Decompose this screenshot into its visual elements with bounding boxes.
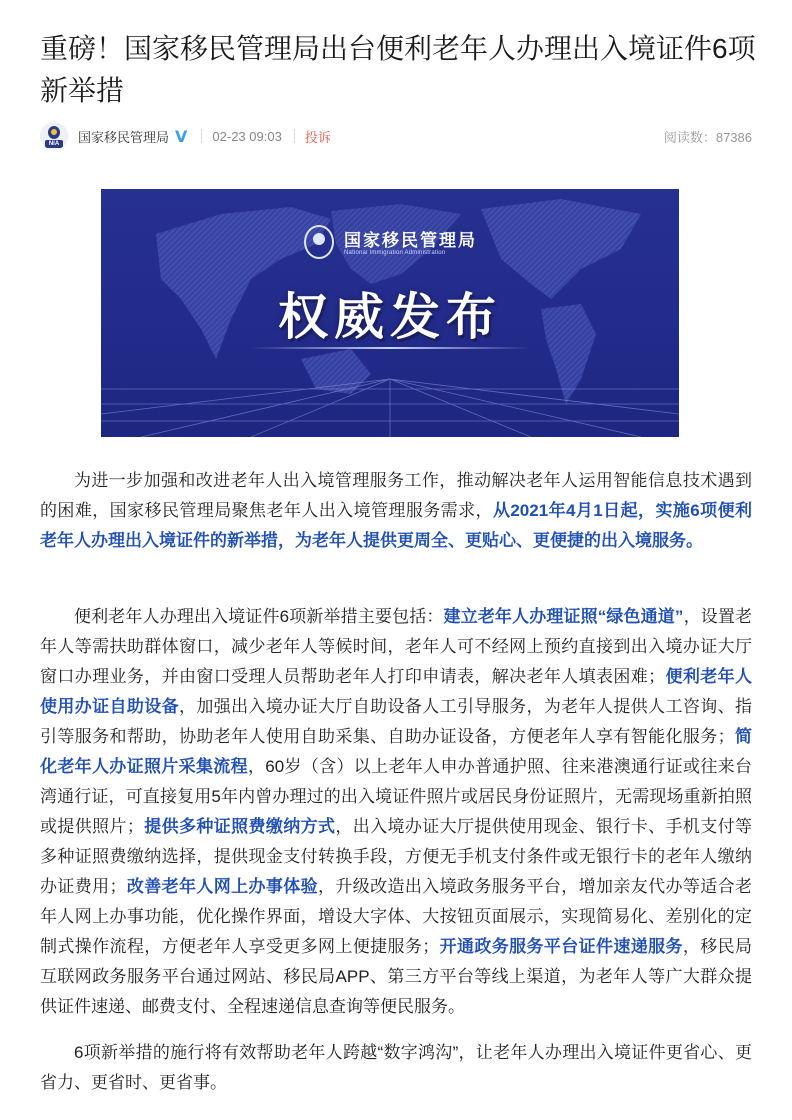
report-link[interactable]: 投诉 (304, 129, 331, 145)
banner-underline (251, 347, 531, 349)
police-emblem-icon (48, 126, 60, 139)
banner-org-name: 国家移民管理局 (344, 231, 477, 250)
measure-payment: 提供多种证照费缴纳方式 (143, 817, 336, 836)
text: 便利老年人办理出入境证件6项新举措主要包括： (74, 607, 444, 626)
author-name[interactable]: 国家移民管理局 (78, 129, 170, 145)
text: ，移民局互联网政务服务平台通过网站、移民局APP、第三方平台等线上渠道，为老年人等广大群众提供证件速递、邮费支付、全程速递信息查询等便民服务。 (40, 937, 752, 1016)
verified-icon: V (175, 126, 188, 146)
text: ，加强出入境办证大厅自助设备人工引导服务，为老年人提供人工咨询、指引等服务和帮助，协助老年人使用自助采集、自助办证设备，方便老年人享有智能化服务； (40, 697, 752, 746)
divider (294, 129, 295, 143)
article-title: 重磅！国家移民管理局出台便利老年人办理出入境证件6项新举措 (40, 33, 756, 106)
author-avatar[interactable] (40, 122, 68, 150)
paragraph-conclusion (40, 1038, 752, 1098)
measure-photo: 简化老年人办证照片采集流程 (40, 727, 752, 776)
measure-online: 改善老年人网上办事体验 (126, 877, 318, 896)
measure-delivery: 开通政务服务平台证件速递服务 (439, 937, 683, 956)
publish-date: 02-23 09:03 (212, 128, 282, 144)
banner-image (101, 189, 679, 437)
text: 为进一步加强和改进老年人出入境管理服务工作，推动解决老年人运用智能信息技术遇到的困难，国家移民管理局聚焦老年人出入境管理服务需求， (40, 471, 752, 520)
measure-self-service: 便利老年人使用办证自助设备 (40, 667, 752, 716)
highlight-text: 从2021年4月1日起，实施6项便利老年人办理出入境证件的新举措，为老年人提供更周全、更贴心、更便捷的出入境服务。 (40, 501, 753, 550)
measure-green-channel: 建立老年人办理证照“绿色通道” (443, 607, 684, 626)
banner-org-name-en: National Immigration Administration (344, 250, 446, 256)
paragraph-measures (40, 602, 752, 1022)
banner-headline: 权威发布 (278, 288, 502, 346)
text: ，设置老年人等需扶助群体窗口，减少老年人等候时间，老年人可不经网上预约直接到出入境办证大厅窗口办理业务，并由窗口受理人员帮助老年人打印申请表，解决老年人填表困难； (40, 607, 752, 686)
paragraph-intro (40, 466, 752, 556)
read-count: 阅读数：87386 (663, 129, 752, 145)
text: ，60岁（含）以上老年人申办普通护照、往来港澳通行证或往来台湾通行证，可直接复用5年内曾办理过的出入境证件照片或居民身份证照片，无需现场重新拍照或提供照片； (40, 757, 753, 836)
text: ，出入境办证大厅提供使用现金、银行卡、手机支付等多种证照费缴纳选择，提供现金支付转换手段，方便无手机支付条件或无银行卡的老年人缴纳办证费用； (40, 817, 752, 896)
text: ，升级改造出入境政务服务平台，增加亲友代办等适合老年人网上办事功能，优化操作界面，增设大字体、大按钮页面展示，实现简易化、差别化的定制式操作流程，方便老年人享受更多网上便捷服务； (40, 877, 752, 956)
article-meta (40, 120, 752, 152)
avatar-label: NIA (45, 140, 63, 148)
nia-emblem-icon (304, 225, 334, 259)
text: 6项新举措的施行将有效帮助老年人跨越“数字鸿沟”，让老年人办理出入境证件更省心、更省力、更省时、更省事。 (40, 1043, 752, 1092)
divider (201, 129, 202, 143)
